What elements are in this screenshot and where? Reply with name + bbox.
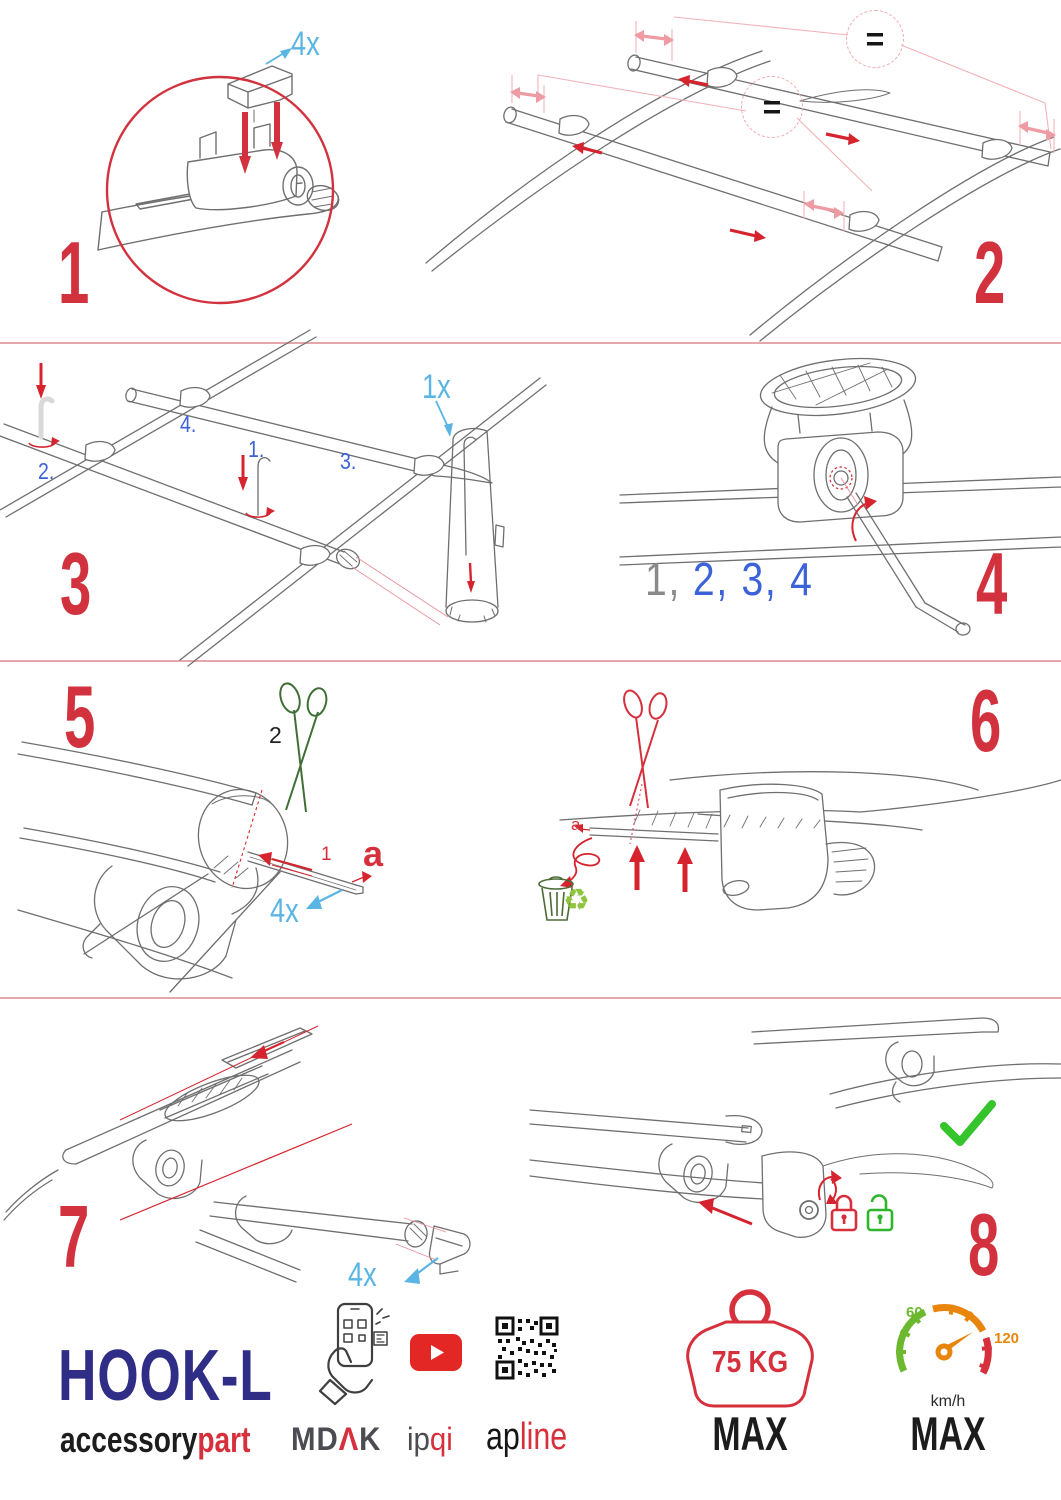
step-2-number: 2 [974, 223, 1005, 322]
checkmark-icon [944, 1104, 992, 1142]
step-1-drawing [40, 0, 390, 340]
strip-order-label: 1 [321, 844, 332, 865]
sequence-done: 1, [645, 553, 682, 605]
equality-badge: = [846, 10, 904, 68]
order-label: 3. [340, 448, 357, 474]
step-3-drawing [0, 345, 620, 660]
callout-arrow-icon [436, 401, 453, 437]
step-8-number: 8 [968, 1195, 999, 1294]
qr-scan-phone-icon [320, 1300, 392, 1404]
scissors-icon [621, 688, 670, 844]
step-sequence [645, 553, 814, 605]
order-label: 1. [248, 436, 265, 462]
step-6-number: 6 [970, 671, 1001, 770]
logo-mdak-lambda: Λ [338, 1421, 360, 1457]
step-7-number: 7 [58, 1187, 89, 1286]
order-label: 4. [180, 411, 197, 437]
discard-arrows [560, 824, 693, 892]
crossbar-clamp-art [98, 66, 342, 250]
section-divider [0, 342, 1061, 344]
logo-mdak-part: K [359, 1421, 382, 1457]
slide-arrows [120, 1026, 446, 1284]
step-4-number: 4 [976, 534, 1007, 633]
recycle-icon: ♻ [563, 884, 590, 917]
strip-a-label: a [571, 815, 581, 834]
step-3-number: 3 [60, 534, 91, 633]
push-arrow-icon [572, 75, 860, 242]
order-label: 2. [38, 458, 55, 484]
speedometer-needle [936, 1332, 974, 1361]
brand-prefix: accessory [60, 1419, 198, 1460]
quantity-label: 1x [422, 368, 451, 406]
qr-code [496, 1317, 558, 1379]
sequence-rest: 2, 3, 4 [692, 553, 814, 605]
strip-a-label: a [363, 833, 384, 874]
logo-ipqi-part: ip [407, 1421, 430, 1457]
leader-lines [352, 557, 448, 625]
scissors-icon [277, 681, 329, 812]
brand-suffix: part [197, 1419, 251, 1460]
speed-unit-label: km/h [930, 1393, 966, 1410]
logo-apline-part: line [519, 1416, 568, 1458]
callout-arrow-icon [266, 48, 292, 64]
cut-and-insert-arrows [232, 790, 372, 909]
logo-ipqi-part: qi [429, 1421, 453, 1457]
quantity-label: 4x [291, 25, 320, 63]
logo-mdak-part: MD [291, 1421, 339, 1457]
unlocked-padlock-icon [868, 1195, 892, 1230]
speed-120-label: 120 [994, 1330, 1020, 1347]
weight-max-label: MAX [712, 1407, 788, 1460]
step-1-number: 1 [58, 223, 89, 322]
logo-mdak [291, 1423, 381, 1455]
step-5-number: 5 [64, 667, 95, 766]
logo-ipqi [407, 1423, 453, 1455]
quantity-label: 4x [348, 1256, 377, 1294]
brand-wordmark [60, 1419, 251, 1460]
product-name: HOOK-L [58, 1336, 273, 1416]
weight-limit-value: 75 KG [711, 1344, 789, 1379]
speedometer-icon [884, 1294, 1012, 1402]
cut-order-label: 2 [269, 722, 282, 748]
logo-apline [486, 1418, 567, 1456]
equality-badge: = [741, 76, 803, 138]
quantity-label: 4x [270, 892, 299, 930]
strip-insert-art [18, 742, 363, 992]
step-2-drawing [420, 5, 1061, 335]
youtube-icon [410, 1334, 462, 1371]
speed-60-label: 60 [906, 1304, 923, 1321]
speed-max-label: MAX [910, 1407, 986, 1460]
logo-apline-part: ap [486, 1416, 520, 1458]
